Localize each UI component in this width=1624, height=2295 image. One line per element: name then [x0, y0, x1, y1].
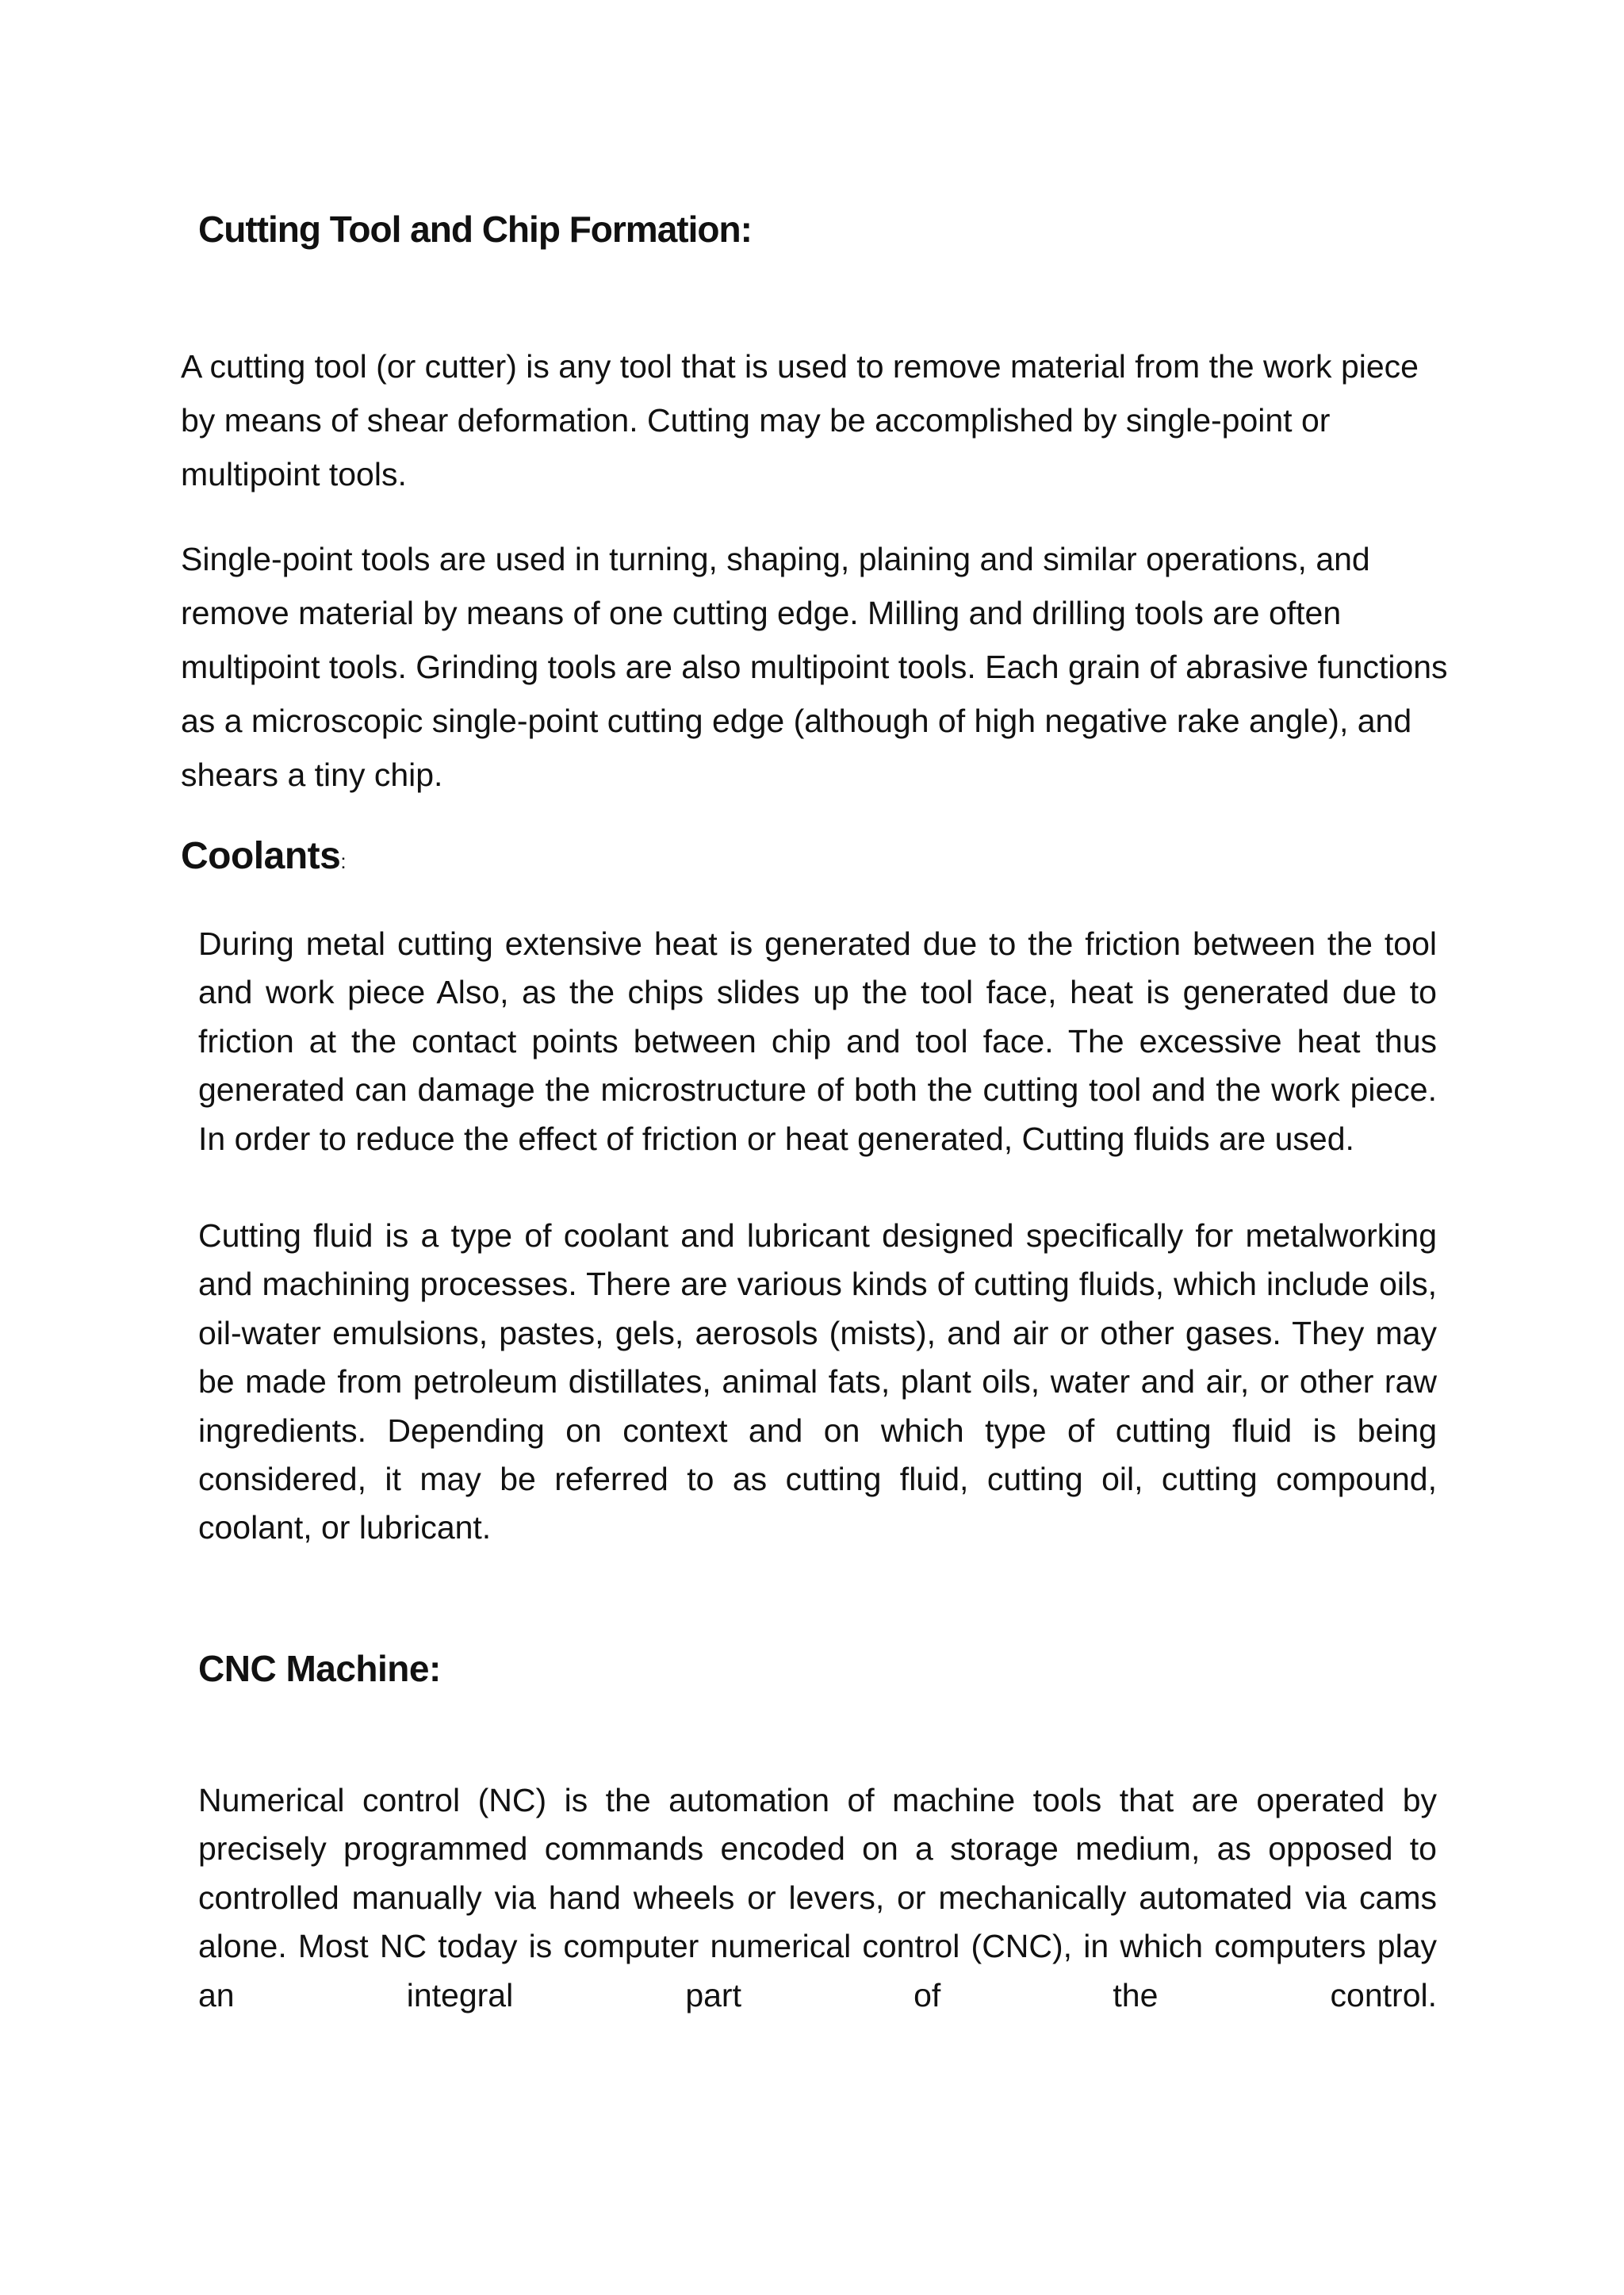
section-heading-cnc-machine: CNC Machine:: [198, 1648, 441, 1689]
paragraph-cutting-tool-definition: A cutting tool (or cutter) is any tool that is used to remove material from the work piece by means of shear deformation. Cutting may be accomplished by single-point or multipoint tools.: [181, 348, 1419, 492]
paragraph-single-point-tools: Single-point tools are used in turning, shaping, plaining and similar operations, and remove material by means of one cutting edge. Milling and drilling tools are often multipoint tools. Grinding tools are also multipoint tools. Each grain of abrasive functions as a microscopic single-point cutting edge (although of high negative rake angle), and shears a tiny chip.: [181, 541, 1448, 793]
section-heading-cutting-tool: Cutting Tool and Chip Formation:: [198, 209, 752, 250]
section-heading-coolants: [181, 834, 346, 878]
coolants-heading-colon: :: [340, 849, 347, 873]
coolants-heading-text: Coolants: [181, 835, 341, 877]
paragraph-cutting-fluid: Cutting fluid is a type of coolant and lubricant designed specifically for metalworking and machining processes. There are various kinds of cutting fluids, which include oils, oil-water emulsions, pastes, gels, aerosols (mists), and air or other gases. They may be made from petroleum distillates, animal fats, plant oils, water and air, or other raw ingredients. Depending on context and on which type of cutting fluid is being considered, it may be referred to as cutting fluid, cutting oil, cutting compound, coolant, or lubricant.: [198, 1217, 1437, 1546]
paragraph-metal-cutting-heat: During metal cutting extensive heat is generated due to the friction between the tool and work piece Also, as the chips slides up the tool face, heat is generated due to friction at the contact points between chip and tool face. The excessive heat thus generated can damage the microstructure of both the cutting tool and the work piece. In order to reduce the effect of friction or heat generated, Cutting fluids are used.: [198, 925, 1437, 1157]
paragraph-numerical-control: Numerical control (NC) is the automation of machine tools that are operated by precisely programmed commands encoded on a storage medium, as opposed to controlled manually via hand wheels or levers, or mechanically automated via cams alone. Most NC today is computer numerical control (CNC), in which computers play an integral part of the control.: [198, 1782, 1437, 2013]
